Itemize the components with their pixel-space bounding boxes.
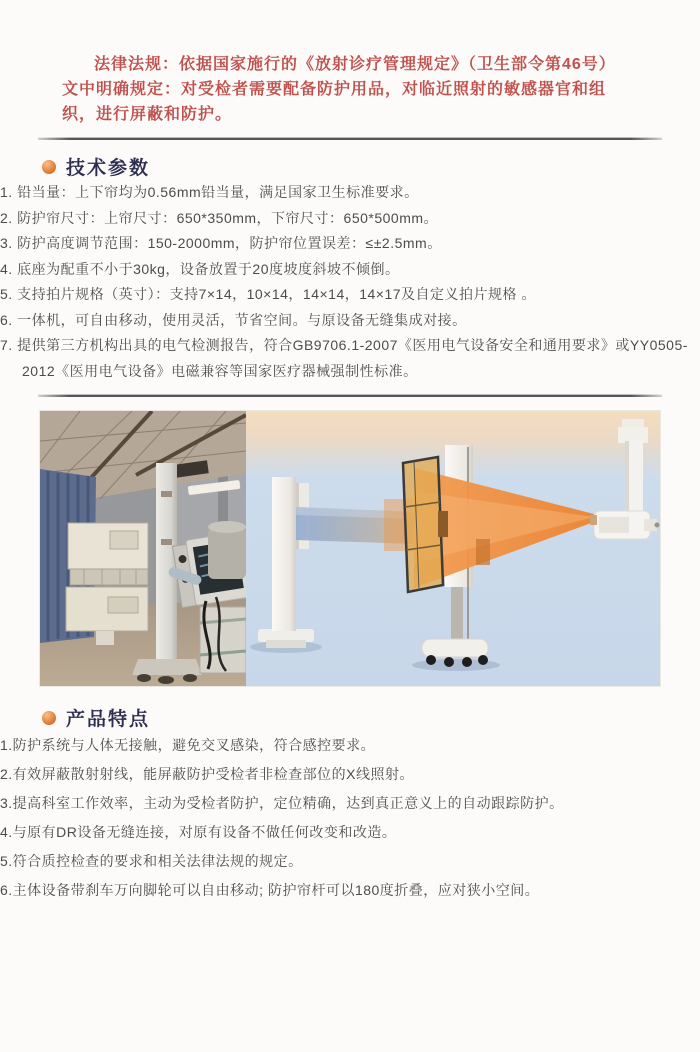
cabinet-foot — [96, 631, 114, 645]
tech-item-2: 2. 防护帘尺寸：上帘尺寸：650*350mm，下帘尺寸：650*500mm。 — [0, 209, 439, 226]
feature-item-3: 3.提高科室工作效率，主动为受检者防护，定位精确，达到真正意义上的自动跟踪防护。 — [0, 795, 564, 811]
tube-nozzle — [590, 515, 597, 525]
tech-item-4: 4. 底座为配重不小于30kg，设备放置于20度坡度斜坡不倾倒。 — [0, 260, 400, 277]
product-images — [40, 411, 660, 686]
divider-middle — [38, 394, 662, 397]
product-brochure-page — [0, 52, 700, 1052]
features-section-title: 产品特点 — [66, 709, 151, 730]
features-section-header — [42, 704, 700, 731]
screen-hinge — [438, 511, 448, 537]
orange-bullet-icon — [42, 711, 56, 725]
tech-section-title: 技术参数 — [66, 158, 151, 179]
equipment-room-photo — [40, 411, 246, 686]
product-feature-list — [0, 731, 700, 905]
cone-marker — [476, 539, 490, 565]
tech-item-6: 6. 一体机，可自由移动，使用灵活，节省空间。与原设备无缝集成对接。 — [0, 311, 467, 328]
divider-top — [38, 137, 662, 140]
tech-item-1: 1. 铅当量：上下帘均为0.56mm铅当量，满足国家卫生标准要求。 — [0, 184, 419, 200]
orange-bullet-icon — [42, 160, 56, 174]
feature-item-4: 4.与原有DR设备无缝连接，对原有设备不做任何改变和改造。 — [0, 824, 397, 840]
tech-item-3: 3. 防护高度调节范围：150-2000mm，防护帘位置误差：≤±2.5mm。 — [0, 235, 442, 251]
feature-item-6: 6.主体设备带刹车万向脚轮可以自由移动; 防护帘杆可以180度折叠，应对狭小空间。 — [0, 882, 540, 898]
feature-item-2: 2.有效屏蔽散射射线，能屏蔽防护受检者非检查部位的X线照射。 — [0, 766, 415, 782]
legal-notice: 法律法规：依据国家施行的《放射诊疗管理规定》（卫生部令第46号）文中明确规定：对受检者需要配备防护用品，对临近照射的敏感器官和组织，进行屏蔽和防护。 — [62, 56, 608, 123]
feature-item-1: 1.防护系统与人体无接触，避免交叉感染，符合感控要求。 — [0, 737, 376, 753]
protection-system-diagram — [246, 411, 660, 686]
wall-stand-cabinets — [66, 523, 148, 645]
feature-item-5: 5.符合质控检查的要求和相关法律法规的规定。 — [0, 853, 303, 869]
tech-item-7: 7. 提供第三方机构出具的电气检测报告，符合GB9706.1-2007《医用电气设备安全和通用要求》或YY0505-2012《医用电气设备》电磁兼容等国家医疗器械强制性标准。 — [0, 337, 688, 379]
tech-section-header — [42, 153, 700, 180]
tech-parameter-list — [0, 180, 700, 384]
tech-item-5: 5. 支持拍片规格（英寸）：支持7×14，10×14，14×14，14×17及自定义拍片规格 。 — [0, 286, 536, 302]
drum — [208, 521, 246, 579]
